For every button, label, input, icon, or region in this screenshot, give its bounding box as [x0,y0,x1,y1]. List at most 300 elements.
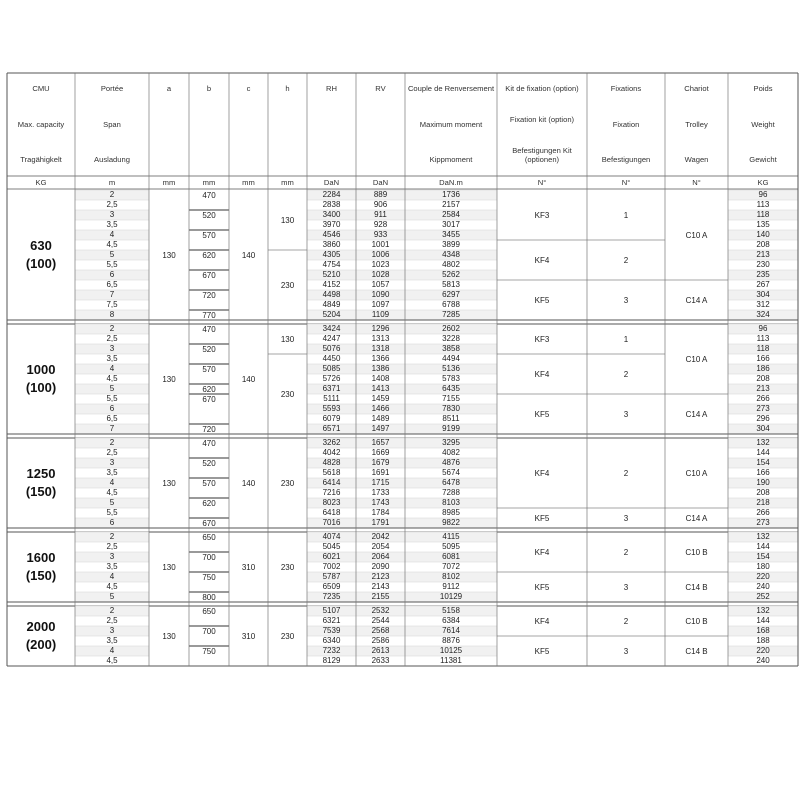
table-cell: 296 [756,414,770,423]
table-cell: 6 [109,270,115,279]
table-cell: 208 [756,374,770,383]
table-cell: 5726 [322,374,341,383]
cmu-value: 2000 [26,619,56,634]
table-cell: 4348 [442,250,460,259]
table-cell: 933 [373,230,388,239]
table-cell: 5111 [323,394,340,403]
table-cell: 7 [109,424,115,433]
table-cell: 154 [756,458,770,467]
table-cell: 1497 [371,424,390,433]
unit-b: mm [202,178,216,187]
table-cell: 140 [756,230,770,239]
table-cell: 9112 [442,582,460,591]
table-cell: 4152 [322,280,341,289]
table-cell: 7,5 [106,300,118,309]
table-cell: 6079 [322,414,341,423]
table-cell: 213 [756,250,770,259]
table-cell: 208 [756,240,770,249]
merged-cell-kit: KF5 [534,295,550,305]
table-cell: 4,5 [106,488,118,497]
table-cell: 5813 [442,280,460,289]
merged-cell-trolley: C10 A [685,230,708,240]
table-cell: 6571 [322,424,341,433]
table-cell: 911 [374,210,387,219]
table-cell: 5085 [322,364,341,373]
table-cell: 166 [756,354,770,363]
merged-cell-kit: KF5 [534,582,550,592]
merged-cell-kit: KF4 [534,369,550,379]
merged-cell-fix: 2 [623,616,629,626]
header-weight-line-2: Gewicht [749,155,777,165]
table-cell: 2,5 [106,542,118,551]
table-cell: 96 [758,190,768,199]
merged-cell-c: 140 [241,374,256,384]
table-cell: 4,5 [106,656,118,665]
unit-rv: DaN [372,178,389,187]
table-cell: 7016 [322,518,341,527]
merged-cell-a: 130 [162,631,176,641]
table-cell: 324 [756,310,770,319]
merged-cell-kit: KF4 [534,255,550,265]
merged-cell-trolley: C14 A [685,295,708,305]
table-cell: 4247 [322,334,341,343]
table-cell: 1313 [371,334,390,343]
table-cell: 273 [756,404,770,413]
table-cell: 4498 [322,290,341,299]
unit-rh: DaN [323,178,340,187]
table-cell: 8 [109,310,115,319]
table-cell: 144 [756,542,770,551]
table-cell: 1733 [371,488,390,497]
table-cell: 1366 [371,354,390,363]
table-cell: 5136 [442,364,460,373]
header-kit [497,85,587,165]
table-cell: 5 [109,250,115,259]
table-cell: 4494 [442,354,460,363]
merged-cell-trolley: C10 A [685,354,708,364]
table-cell: 6418 [322,508,341,517]
cmu-subvalue: (200) [25,637,57,652]
table-cell: 7830 [442,404,460,413]
table-cell: 2586 [371,636,390,645]
table-cell: 144 [756,448,770,457]
table-cell: 2602 [442,324,460,333]
header-b [189,85,229,165]
table-cell: 7 [109,290,115,299]
table-cell: 6,5 [106,280,118,289]
group-cmu-label [7,606,75,666]
merged-cell-b: 720 [202,425,216,434]
table-cell: 4,5 [106,374,118,383]
table-cell: 1006 [371,250,390,259]
table-cell: 10129 [439,592,463,601]
table-cell: 220 [756,572,770,581]
table-cell: 4082 [442,448,460,457]
unit-c: mm [242,178,255,187]
table-cell: 1715 [371,478,390,487]
merged-cell-c: 310 [241,562,256,572]
table-cell: 3295 [442,438,460,447]
header-rv [356,85,405,165]
table-cell: 2284 [322,190,341,199]
table-cell: 3,5 [106,636,118,645]
table-cell: 7155 [442,394,460,403]
table-cell: 1028 [371,270,390,279]
merged-cell-c: 140 [241,478,256,488]
table-cell: 4876 [442,458,460,467]
table-cell: 2157 [442,200,460,209]
table-cell: 188 [756,636,770,645]
table-cell: 9199 [442,424,460,433]
header-span [75,85,149,165]
table-cell: 4 [109,230,115,239]
table-cell: 2584 [442,210,460,219]
group-cmu-label [7,532,75,602]
table-cell: 6435 [442,384,460,393]
table-cell: 5262 [442,270,460,279]
table-cell: 1413 [371,384,390,393]
header-rv-line-0: RV [375,84,386,93]
table-cell: 3 [109,552,115,561]
group-cmu-label [7,190,75,320]
merged-cell-fix: 3 [623,582,629,592]
table-cell: 5 [109,498,115,507]
group-cmu-label [7,438,75,528]
table-cell: 135 [756,220,770,229]
merged-cell-kit: KF5 [534,409,550,419]
table-cell: 266 [756,394,770,403]
table-cell: 113 [756,334,770,343]
merged-cell-b: 700 [202,627,216,636]
table-cell: 1109 [371,310,390,319]
table-cell: 4 [109,572,115,581]
header-weight-line-0: Poids [753,84,773,93]
header-couple-line-1: Maximum moment [419,119,483,129]
header-couple-line-2: Kippmoment [429,155,473,165]
merged-cell-fix: 2 [623,468,629,478]
table-cell: 240 [756,656,770,665]
table-cell: 2090 [371,562,390,571]
merged-cell-kit: KF4 [534,547,550,557]
table-cell: 1669 [371,448,390,457]
table-cell: 5783 [442,374,460,383]
table-cell: 3899 [442,240,460,249]
header-c-line-0: c [246,84,251,93]
merged-cell-a: 130 [162,250,176,260]
merged-cell-b: 700 [202,553,216,562]
table-cell: 220 [756,646,770,655]
merged-cell-kit: KF5 [534,513,550,523]
header-fix-line-2: Befestigungen [601,155,651,165]
table-cell: 6,5 [106,414,118,423]
header-weight [728,85,798,165]
table-cell: 6371 [322,384,341,393]
unit-kit: N° [537,178,547,187]
cmu-subvalue: (150) [25,568,57,583]
table-cell: 1408 [371,374,390,383]
table-cell: 7539 [322,626,341,635]
table-cell: 3,5 [106,220,118,229]
table-cell: 8103 [442,498,460,507]
table-cell: 6081 [442,552,460,561]
table-cell: 889 [373,190,388,199]
table-cell: 1466 [371,404,390,413]
merged-cell-b: 520 [202,459,216,468]
table-cell: 2 [109,532,115,541]
table-cell: 3455 [442,230,460,239]
table-cell: 186 [756,364,770,373]
table-cell: 190 [756,478,770,487]
table-cell: 8023 [322,498,341,507]
cmu-subvalue: (100) [25,256,57,271]
merged-cell-fix: 3 [623,409,629,419]
table-cell: 7235 [322,592,341,601]
merged-cell-trolley: C10 B [685,616,708,626]
table-cell: 5210 [322,270,341,279]
table-cell: 3 [109,210,115,219]
table-cell: 1736 [442,190,460,199]
group-cmu-label [7,324,75,434]
table-cell: 928 [373,220,388,229]
table-cell: 2544 [371,616,390,625]
table-cell: 132 [756,606,770,615]
unit-trolley: N° [692,178,701,187]
table-cell: 2 [109,438,115,447]
table-cell: 7288 [442,488,460,497]
unit-weight: KG [757,178,769,187]
merged-cell-fix: 3 [623,513,629,523]
header-trolley-line-0: Chariot [684,84,709,93]
table-cell: 168 [756,626,770,635]
table-cell: 5204 [322,310,341,319]
table-cell: 8129 [322,656,341,665]
table-cell: 113 [756,200,770,209]
table-cell: 8876 [442,636,460,645]
table-cell: 6 [109,404,115,413]
merged-cell-b: 720 [202,291,216,300]
header-trolley [665,85,728,165]
table-cell: 8511 [442,414,460,423]
unit-a: mm [162,178,176,187]
table-cell: 2 [109,606,115,615]
table-cell: 4849 [322,300,341,309]
table-cell: 3858 [442,344,460,353]
table-cell: 6297 [442,290,460,299]
merged-cell-kit: KF3 [534,334,550,344]
table-cell: 4802 [442,260,460,269]
table-cell: 6509 [322,582,341,591]
merged-cell-h: 230 [280,478,295,488]
table-cell: 6478 [442,478,460,487]
table-cell: 218 [756,498,770,507]
merged-cell-b: 470 [202,191,216,200]
table-cell: 4546 [322,230,341,239]
table-cell: 3017 [442,220,460,229]
table-cell: 2633 [371,656,390,665]
merged-cell-b: 670 [202,519,216,528]
table-cell: 5 [109,384,115,393]
header-span-line-0: Portée [100,84,124,93]
merged-cell-b: 470 [202,439,216,448]
table-cell: 240 [756,582,770,591]
merged-cell-trolley: C10 B [685,547,708,557]
table-cell: 3262 [322,438,341,447]
table-cell: 4450 [322,354,341,363]
header-a [149,85,189,165]
merged-cell-trolley: C14 A [685,513,708,523]
header-kit-line-0: Kit de fixation (option) [505,84,579,93]
table-cell: 1386 [371,364,390,373]
header-fix [587,85,665,165]
cmu-value: 1600 [26,550,56,565]
merged-cell-b: 520 [202,345,216,354]
table-cell: 5787 [322,572,341,581]
table-cell: 118 [756,344,770,353]
table-cell: 1743 [371,498,390,507]
table-cell: 2 [109,324,115,333]
table-cell: 6321 [322,616,341,625]
table-cell: 304 [756,290,770,299]
header-kit-line-1: Fixation kit (option) [509,115,575,125]
merged-cell-h: 230 [280,562,295,572]
table-cell: 118 [756,210,770,219]
table-cell: 213 [756,384,770,393]
table-cell: 3860 [322,240,341,249]
header-span-line-1: Span [103,119,121,129]
header-cmu-line-2: Tragähigkelt [20,155,62,165]
table-cell: 4115 [442,532,460,541]
header-a-line-0: a [166,84,172,93]
header-fix-line-0: Fixations [610,84,642,93]
table-cell: 166 [756,468,770,477]
table-cell: 2568 [371,626,390,635]
table-cell: 252 [756,592,770,601]
merged-cell-trolley: C14 A [685,409,708,419]
table-cell: 3 [109,626,115,635]
merged-cell-h: 130 [280,334,295,344]
cmu-value: 1000 [26,362,56,377]
merged-cell-fix: 2 [623,547,629,557]
table-cell: 2532 [371,606,390,615]
header-rh-line-0: RH [326,84,337,93]
merged-cell-b: 620 [202,251,216,260]
table-cell: 5,5 [106,394,118,403]
header-weight-line-1: Weight [751,119,775,129]
merged-cell-fix: 2 [623,369,629,379]
table-cell: 5045 [322,542,341,551]
table-cell: 2613 [371,646,390,655]
merged-cell-kit: KF4 [534,616,550,626]
header-kit-line-2: Befestigungen Kit (optionen) [512,146,572,165]
merged-cell-b: 570 [202,479,216,488]
table-cell: 9822 [442,518,460,527]
table-cell: 5 [109,592,115,601]
merged-cell-b: 520 [202,211,216,220]
table-cell: 1489 [371,414,390,423]
table-cell: 132 [756,438,770,447]
merged-cell-b: 650 [202,607,216,616]
merged-cell-h: 230 [280,280,295,290]
unit-couple: DaN.m [439,178,463,187]
header-couple-line-0: Couple de Renversement [407,84,495,93]
table-cell: 8102 [442,572,460,581]
merged-cell-kit: KF3 [534,210,550,220]
table-cell: 1657 [371,438,390,447]
table-cell: 1296 [371,324,390,333]
merged-cell-c: 140 [241,250,256,260]
table-cell: 5,5 [106,508,118,517]
table-cell: 235 [756,270,770,279]
merged-cell-b: 470 [202,325,216,334]
merged-cell-a: 130 [162,374,176,384]
table-cell: 6788 [442,300,460,309]
table-cell: 4042 [322,448,341,457]
header-b-line-0: b [206,84,212,93]
cmu-value: 1250 [26,466,56,481]
table-cell: 2838 [322,200,341,209]
merged-cell-b: 620 [202,385,216,394]
table-cell: 2064 [371,552,390,561]
table-cell: 1679 [371,458,390,467]
table-cell: 5618 [322,468,341,477]
merged-cell-a: 130 [162,562,176,572]
merged-cell-fix: 3 [623,295,629,305]
merged-cell-b: 770 [202,311,216,320]
table-cell: 7216 [322,488,341,497]
merged-cell-h: 130 [280,215,295,225]
table-cell: 5158 [442,606,460,615]
merged-cell-h: 230 [280,631,295,641]
table-cell: 6414 [322,478,341,487]
unit-span: m [108,178,116,187]
table-cell: 2054 [371,542,390,551]
table-cell: 4 [109,364,115,373]
table-cell: 144 [756,616,770,625]
cmu-value: 630 [30,238,52,253]
table-cell: 6384 [442,616,460,625]
table-cell: 1784 [371,508,390,517]
table-cell: 180 [756,562,770,571]
header-cmu-line-0: CMU [32,84,50,93]
header-trolley-line-2: Wagen [684,155,709,165]
header-span-line-2: Ausladung [94,155,130,165]
header-rh [307,85,356,165]
table-cell: 5,5 [106,260,118,269]
header-cmu [7,85,75,165]
unit-h: mm [281,178,294,187]
table-cell: 1090 [371,290,390,299]
merged-cell-c: 310 [241,631,256,641]
table-cell: 3 [109,458,115,467]
cmu-subvalue: (150) [25,484,57,499]
unit-fix: N° [621,178,631,187]
table-cell: 3228 [442,334,460,343]
table-cell: 906 [373,200,388,209]
table-cell: 6021 [322,552,341,561]
table-cell: 4754 [322,260,341,269]
table-cell: 96 [758,324,768,333]
table-cell: 1791 [371,518,390,527]
table-cell: 208 [756,488,770,497]
table-cell: 3424 [322,324,341,333]
table-cell: 4 [109,478,115,487]
merged-cell-fix: 2 [623,255,629,265]
merged-cell-a: 130 [162,478,176,488]
table-cell: 154 [756,552,770,561]
table-cell: 230 [756,260,770,269]
table-cell: 3,5 [106,468,118,477]
table-cell: 2,5 [106,448,118,457]
